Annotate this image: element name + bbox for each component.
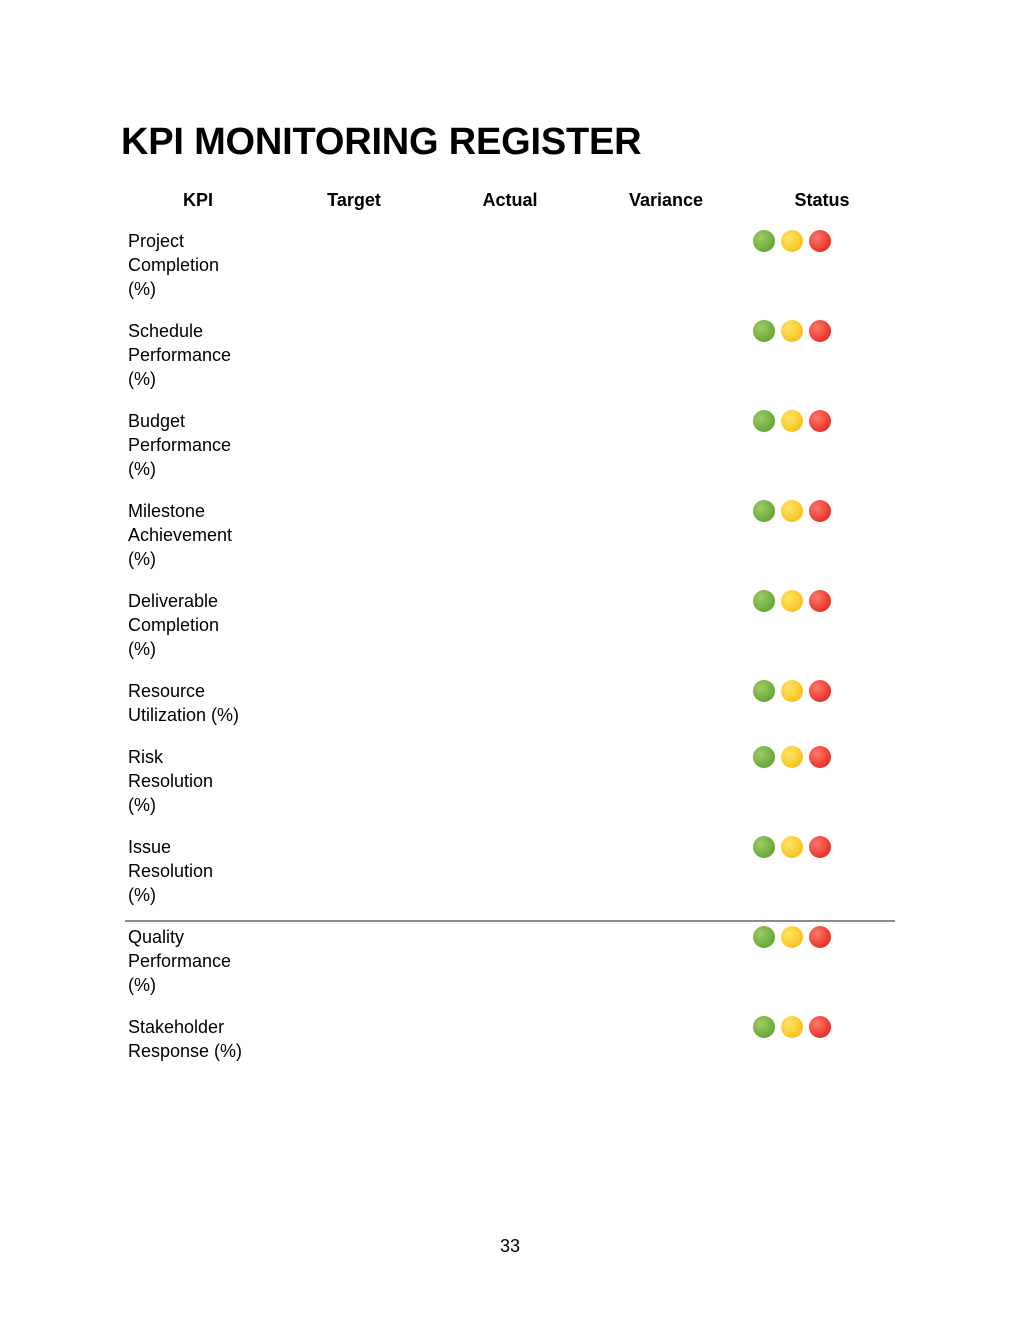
status-green-circle-icon bbox=[753, 1016, 775, 1038]
kpi-name-cell: Milestone Achievement (%) bbox=[128, 501, 233, 569]
variance-cell bbox=[588, 826, 744, 916]
actual-cell bbox=[432, 670, 588, 736]
actual-cell bbox=[432, 1006, 588, 1083]
status-green-circle-icon bbox=[753, 746, 775, 768]
table-row bbox=[120, 220, 900, 310]
status-yellow-circle-icon bbox=[781, 320, 803, 342]
kpi-name-cell: Resource Utilization (%) bbox=[128, 681, 240, 725]
header-target: Target bbox=[327, 189, 381, 210]
table-row bbox=[120, 670, 900, 736]
status-cell bbox=[744, 736, 900, 826]
status-red-circle-icon bbox=[809, 590, 831, 612]
status-green-circle-icon bbox=[753, 500, 775, 522]
status-green-circle-icon bbox=[753, 230, 775, 252]
target-cell bbox=[276, 736, 432, 826]
actual-cell bbox=[432, 490, 588, 580]
status-cell bbox=[744, 400, 900, 490]
status-red-circle-icon bbox=[809, 746, 831, 768]
table-row bbox=[120, 310, 900, 400]
target-cell bbox=[276, 400, 432, 490]
status-yellow-circle-icon bbox=[781, 410, 803, 432]
header-actual: Actual bbox=[482, 189, 538, 210]
target-cell bbox=[276, 826, 432, 916]
variance-cell bbox=[588, 670, 744, 736]
variance-cell bbox=[588, 580, 744, 670]
table-row bbox=[120, 400, 900, 490]
status-indicator-group bbox=[753, 230, 831, 252]
target-cell bbox=[276, 1006, 432, 1083]
kpi-table bbox=[120, 180, 900, 1083]
status-red-circle-icon bbox=[809, 1016, 831, 1038]
status-yellow-circle-icon bbox=[781, 500, 803, 522]
actual-cell bbox=[432, 580, 588, 670]
variance-cell bbox=[588, 736, 744, 826]
page-title: KPI MONITORING REGISTER bbox=[121, 121, 642, 163]
variance-cell bbox=[588, 490, 744, 580]
variance-cell bbox=[588, 310, 744, 400]
table-row bbox=[120, 1006, 900, 1083]
table-body bbox=[120, 220, 900, 1083]
target-cell bbox=[276, 310, 432, 400]
status-yellow-circle-icon bbox=[781, 746, 803, 768]
status-indicator-group bbox=[753, 500, 831, 522]
header-variance: Variance bbox=[628, 189, 704, 210]
table-row bbox=[120, 916, 900, 1006]
table-bottom-divider bbox=[125, 920, 895, 922]
status-yellow-circle-icon bbox=[781, 926, 803, 948]
status-cell bbox=[744, 670, 900, 736]
status-green-circle-icon bbox=[753, 590, 775, 612]
status-red-circle-icon bbox=[809, 320, 831, 342]
status-red-circle-icon bbox=[809, 926, 831, 948]
status-red-circle-icon bbox=[809, 410, 831, 432]
kpi-name-cell: Deliverable Completion (%) bbox=[128, 591, 220, 659]
status-indicator-group bbox=[753, 320, 831, 342]
status-yellow-circle-icon bbox=[781, 590, 803, 612]
status-indicator-group bbox=[753, 926, 831, 948]
status-cell bbox=[744, 220, 900, 310]
target-cell bbox=[276, 490, 432, 580]
status-indicator-group bbox=[753, 680, 831, 702]
table-row bbox=[120, 490, 900, 580]
status-cell bbox=[744, 826, 900, 916]
kpi-name-cell: Risk Resolution (%) bbox=[128, 747, 214, 815]
table-row bbox=[120, 580, 900, 670]
status-cell bbox=[744, 310, 900, 400]
header-status: Status bbox=[794, 189, 850, 210]
table-row bbox=[120, 736, 900, 826]
kpi-name-cell: Project Completion (%) bbox=[128, 231, 220, 299]
target-cell bbox=[276, 670, 432, 736]
status-indicator-group bbox=[753, 836, 831, 858]
status-indicator-group bbox=[753, 1016, 831, 1038]
header-kpi: KPI bbox=[182, 189, 213, 210]
page-number: 33 bbox=[499, 1236, 521, 1256]
status-green-circle-icon bbox=[753, 926, 775, 948]
status-red-circle-icon bbox=[809, 230, 831, 252]
actual-cell bbox=[432, 220, 588, 310]
kpi-name-cell: Issue Resolution (%) bbox=[128, 837, 214, 905]
status-yellow-circle-icon bbox=[781, 1016, 803, 1038]
kpi-name-cell: Budget Performance (%) bbox=[128, 411, 232, 479]
target-cell bbox=[276, 580, 432, 670]
status-cell bbox=[744, 916, 900, 1006]
status-red-circle-icon bbox=[809, 500, 831, 522]
status-green-circle-icon bbox=[753, 680, 775, 702]
actual-cell bbox=[432, 826, 588, 916]
status-red-circle-icon bbox=[809, 836, 831, 858]
actual-cell bbox=[432, 310, 588, 400]
target-cell bbox=[276, 220, 432, 310]
status-cell bbox=[744, 1006, 900, 1083]
variance-cell bbox=[588, 1006, 744, 1083]
status-red-circle-icon bbox=[809, 680, 831, 702]
status-cell bbox=[744, 490, 900, 580]
status-indicator-group bbox=[753, 746, 831, 768]
actual-cell bbox=[432, 400, 588, 490]
kpi-name-cell: Schedule Performance (%) bbox=[128, 321, 232, 389]
table-header-row bbox=[120, 180, 900, 220]
status-indicator-group bbox=[753, 410, 831, 432]
kpi-name-cell: Quality Performance (%) bbox=[128, 927, 232, 995]
actual-cell bbox=[432, 916, 588, 1006]
status-yellow-circle-icon bbox=[781, 836, 803, 858]
status-yellow-circle-icon bbox=[781, 680, 803, 702]
status-indicator-group bbox=[753, 590, 831, 612]
actual-cell bbox=[432, 736, 588, 826]
target-cell bbox=[276, 916, 432, 1006]
table-row bbox=[120, 826, 900, 916]
kpi-name-cell: Stakeholder Response (%) bbox=[128, 1017, 243, 1061]
status-green-circle-icon bbox=[753, 320, 775, 342]
status-green-circle-icon bbox=[753, 410, 775, 432]
status-cell bbox=[744, 580, 900, 670]
status-yellow-circle-icon bbox=[781, 230, 803, 252]
status-green-circle-icon bbox=[753, 836, 775, 858]
variance-cell bbox=[588, 400, 744, 490]
variance-cell bbox=[588, 916, 744, 1006]
variance-cell bbox=[588, 220, 744, 310]
